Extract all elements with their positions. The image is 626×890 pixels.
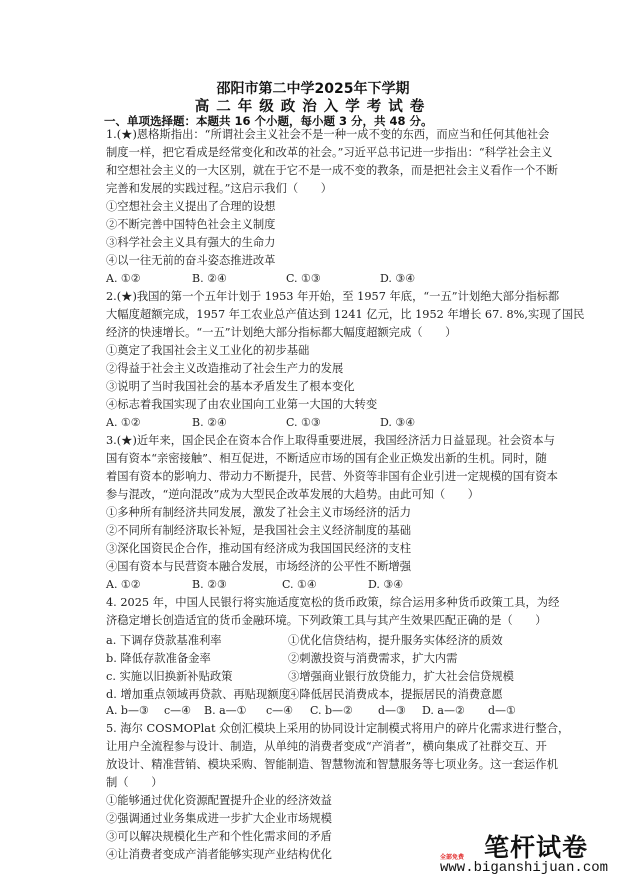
- statement: ③说明了当时我国社会的基本矛盾发生了根本变化: [106, 380, 355, 393]
- option-c[interactable]: C. ①③: [286, 416, 321, 429]
- question-stem-line: 3.(★)近年来，国企民企在资本合作上取得重要进展，我国经济活力日益显现。社会资本与: [106, 434, 555, 447]
- option-a[interactable]: A. ①②: [106, 272, 141, 285]
- option-b[interactable]: B. ②④: [192, 416, 227, 429]
- statement: ①空想社会主义提出了合理的设想: [106, 200, 276, 213]
- statement: ③深化国资民企合作，推动国有经济成为我国国民经济的支柱: [106, 542, 412, 555]
- statement: ②不同所有制经济取长补短，是我国社会主义经济制度的基础: [106, 524, 412, 537]
- option-a[interactable]: A. ①②: [106, 416, 141, 429]
- question-stem-line: 2.(★)我国的第一个五年计划于 1953 年开始，至 1957 年底，“一五”计划绝大部分指标都: [106, 290, 560, 303]
- option-c[interactable]: C. ①③: [286, 272, 321, 285]
- policy-tool-c: c. 实施以旧换新补贴政策: [106, 670, 233, 683]
- statement: ①奠定了我国社会主义工业化的初步基础: [106, 344, 310, 357]
- watermark-url: www.biganshijuan.com: [440, 860, 609, 876]
- policy-effect-1: ①优化信贷结构，提升服务实体经济的质效: [288, 634, 503, 647]
- watermark-logo: [440, 828, 620, 878]
- statement: ①能够通过优化资源配置提升企业的经济效益: [106, 794, 332, 807]
- option-c[interactable]: C. ①④: [282, 578, 317, 591]
- option-a-part1[interactable]: A. b—③: [106, 704, 149, 717]
- statement: ④让消费者变成产消者能够实现产业结构优化: [106, 848, 332, 861]
- option-b[interactable]: B. ②④: [192, 272, 227, 285]
- question-stem-line: 国有资本“亲密接触”、相互促进，不断适应市场的国有企业正焕发出新的生机。同时，随: [106, 452, 547, 465]
- question-stem-line: 1.(★)恩格斯指出：“所谓社会主义社会不是一种一成不变的东西，而应当和任何其他社会: [106, 128, 550, 141]
- statement: ④国有资本与民营资本融合发展，市场经济的公平性不断增强: [106, 560, 412, 573]
- question-stem-line: 济稳定增长创造适宜的货币金融环境。下列政策工具与其产生效果匹配正确的是（ ）: [106, 614, 547, 627]
- statement: ②不断完善中国特色社会主义制度: [106, 218, 276, 231]
- question-stem-line: 制（ ）: [106, 776, 163, 789]
- question-stem-line: 5. 海尔 COSMOPlat 众创汇模块上采用的协同设计定制模式将用户的碎片化需求进行整合，: [106, 722, 570, 735]
- option-d[interactable]: D. ③④: [368, 578, 404, 591]
- question-stem-line: 和空想社会主义的一大区别，就在于它不是一成不变的教条，而是把社会主义看作一个不断: [106, 164, 558, 177]
- policy-effect-3: ③增强商业银行放贷能力，扩大社会信贷规模: [288, 670, 514, 683]
- statement: ②得益于社会主义改造推动了社会生产力的发展: [106, 362, 344, 375]
- question-stem-line: 制度一样，把它看成是经常变化和改革的社会。”习近平总书记进一步指出：“科学社会主义: [106, 146, 553, 159]
- option-c-part2[interactable]: d—③: [378, 704, 406, 717]
- option-b-part1[interactable]: B. a—①: [204, 704, 247, 717]
- question-stem-line: 着国有资本的影响力、带动力不断提升，民营、外资等非国有企业引进一定规模的国有资本: [106, 470, 558, 483]
- option-d-part2[interactable]: d—①: [488, 704, 516, 717]
- option-d[interactable]: D. ③④: [380, 416, 416, 429]
- question-stem-line: 4. 2025 年，中国人民银行将实施适度宽松的货币政策，综合运用多种货币政策工具，为经: [106, 596, 560, 609]
- option-b-part2[interactable]: c—④: [266, 704, 294, 717]
- option-d-part1[interactable]: D. a—②: [422, 704, 465, 717]
- statement: ④标志着我国实现了由农业国向工业第一大国的大转变: [106, 398, 378, 411]
- watermark-free-tag: 全部免费: [440, 854, 465, 861]
- option-a-part2[interactable]: c—④: [164, 704, 192, 717]
- statement: ②强调通过业务集成进一步扩大企业市场规模: [106, 812, 332, 825]
- statement: ③科学社会主义具有强大的生命力: [106, 236, 276, 249]
- option-c-part1[interactable]: C. b—②: [310, 704, 353, 717]
- policy-effect-2: ②刺激投资与消费需求，扩大内需: [288, 652, 458, 665]
- statement: ③可以解决规模化生产和个性化需求间的矛盾: [106, 830, 332, 843]
- question-stem-line: 放设计、精准营销、模块采购、智能制造、智慧物流和智慧服务等七项业务。这一套运作机: [106, 758, 558, 771]
- exam-school-title: 邵阳市第二中学2025年下学期: [216, 81, 410, 97]
- option-a[interactable]: A. ①②: [106, 578, 141, 591]
- option-b[interactable]: B. ②③: [192, 578, 227, 591]
- policy-tool-a: a. 下调存贷款基准利率: [106, 634, 222, 647]
- option-d[interactable]: D. ③④: [380, 272, 416, 285]
- exam-paper-title: 高二年级政治入学考试卷: [194, 99, 432, 115]
- section-heading: 一、单项选择题：本题共 16 个小题，每小题 3 分，共 48 分。: [104, 114, 433, 128]
- question-stem-line: 让用户全流程参与设计、制造，从单纯的消费者变成“产消者”，横向集成了社群交互、开: [106, 740, 547, 753]
- statement: ④以一往无前的奋斗姿态推进改革: [106, 254, 276, 267]
- watermark-brand: 笔杆试卷: [484, 833, 589, 862]
- policy-effect-4: ④降低居民消费成本，提振居民的消费意愿: [288, 688, 503, 701]
- question-stem-line: 完善和发展的实践过程。”这启示我们（ ）: [106, 182, 333, 195]
- policy-tool-d: d. 增加重点领域再贷款、再贴现额度: [106, 688, 290, 701]
- statement: ①多种所有制经济共同发展，激发了社会主义市场经济的活力: [106, 506, 412, 519]
- question-stem-line: 参与混改，“逆向混改”成为大型民企改革发展的大趋势。由此可知（ ）: [106, 488, 480, 501]
- question-stem-line: 大幅度超额完成，1957 年工农业总产值达到 1241 亿元，比 1952 年增长 67. 8%,实现了国民: [106, 308, 585, 321]
- question-stem-line: 经济的快速增长。“一五”计划绝大部分指标都大幅度超额完成（ ）: [106, 326, 457, 339]
- policy-tool-b: b. 降低存款准备金率: [106, 652, 211, 665]
